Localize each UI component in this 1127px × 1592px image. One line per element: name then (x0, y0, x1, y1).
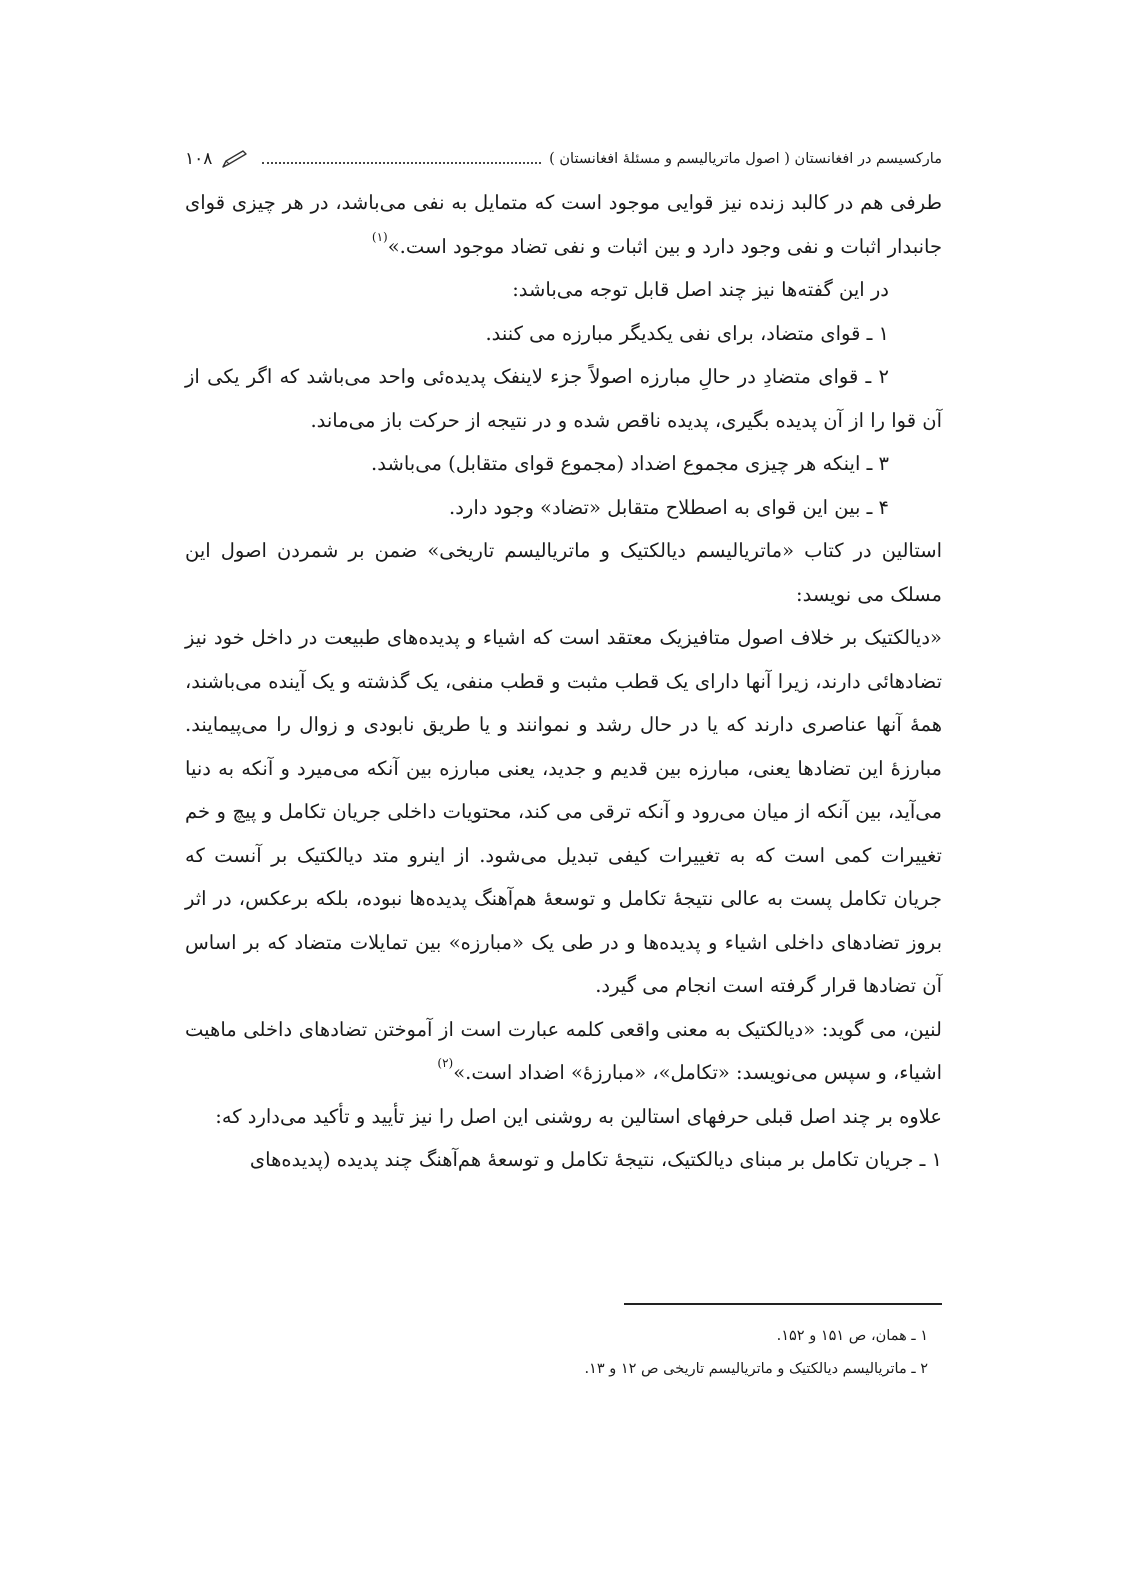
paragraph: طرفی هم در کالبد زنده نیز قوایی موجود است که متمایل به نفی می‌باشد، در هر چیزی قوای جانبدار اثبات و نفی وجود دارد و بین اثبات و نفی تضاد موجود است.»$^{(۱)}$ (185, 191, 942, 258)
list-item: ۴ ـ بین این قوای به اصطلاح متقابل «تضاد» وجود دارد. (449, 495, 889, 519)
running-header (185, 144, 942, 174)
list-item: ۲ ـ قوای متضادِ در حالِ مبارزه اصولاً جزء لاینفک پدیده‌ئی واحد می‌باشد که اگر یکی از آن قوا را از آن پدیده بگیری، پدیده ناقص شده و در نتیجه از حرکت باز می‌ماند. (185, 365, 942, 432)
paragraph: لنین، می گوید: «دیالکتیک به معنی واقعی کلمه عبارت است از آموختن تضادهای داخلی ماهیت اشیاء، و سپس می‌نویسد: «تکامل»، «مبارزهٔ» اضداد است.»$^{(۲)}$ (185, 1017, 942, 1084)
pen-icon (220, 148, 250, 170)
page-number: ۱۰۸ (185, 149, 213, 169)
list-item: ۱ ـ قوای متضاد، برای نفی یکدیگر مبارزه می کنند. (485, 321, 889, 345)
list-item: ۳ ـ اینکه هر چیزی مجموع اضداد (مجموع قوای متقابل) می‌باشد. (371, 452, 889, 475)
paragraph: در این گفته‌ها نیز چند اصل قابل توجه می‌باشد: (512, 278, 889, 301)
running-title: مارکسیسم در افغانستان ( اصول ماتریالیسم و مسئلهٔ افغانستان ) (549, 151, 942, 167)
quotation-paragraph: «دیالکتیک بر خلاف اصول متافیزیک معتقد است که اشیاء و پدیده‌های طبیعت در داخل خود نیز تضادهائی دارند، زیرا آنها دارای یک قطب مثبت و قطب منفی، یک گذشته و یک آینده می‌باشند، همهٔ آنها عناصری دارند که یا در حال رشد و نموانند و یا طریق نابودی و زوال را می‌پیمایند. مبارزهٔ این تضادها یعنی، مبارزه بین قدیم و جدید، یعنی مبارزه بین آنکه می‌میرد و آنکه به دنیا می‌آید، بین آنکه از میان می‌رود و آنکه ترقی می کند، محتویات داخلی جریان تکامل و پیچ و خم تغییرات کمی است که به تغییرات کیفی تبدیل می‌شود. از اینرو متد دیالکتیک بر آنست که جریان تکامل پست به عالی نتیجهٔ تکامل و توسعهٔ هم‌آهنگ پدیده‌ها نبوده، بلکه برعکس، در اثر بروز تضادهای داخلی اشیاء و پدیده‌ها و در طی یک «مبارزه» بین تمایلات متضاد که بر اساس آن تضادها قرار گرفته است انجام می گیرد. (185, 626, 942, 997)
footnote-separator (624, 1303, 942, 1305)
paragraph: استالین در کتاب «ماتریالیسم دیالکتیک و ماتریالیسم تاریخی» ضمن بر شمردن اصول این مسلک می نویسد: (185, 539, 942, 606)
footnote-ref: (۱) (371, 229, 388, 244)
footnote-ref: (۲) (437, 1056, 454, 1070)
footnote: ۲ ـ ماتریالیسم دیالکتیک و ماتریالیسم تاریخی ص ۱۲ و ۱۳. (584, 1361, 928, 1377)
main-text (185, 181, 942, 1182)
footnotes (185, 1320, 942, 1386)
list-item: ۱ ـ جریان تکامل بر مبنای دیالکتیک، نتیجهٔ تکامل و توسعهٔ هم‌آهنگ چند پدیده (پدیده‌های (249, 1148, 942, 1171)
paragraph: علاوه بر چند اصل قبلی حرفهای استالین به روشنی این اصل را نیز تأیید و تأکید می‌دارد که: (215, 1104, 942, 1128)
footnote: ۱ ـ همان، ص ۱۵۱ و ۱۵۲. (776, 1328, 928, 1344)
leader-dots (262, 162, 541, 164)
